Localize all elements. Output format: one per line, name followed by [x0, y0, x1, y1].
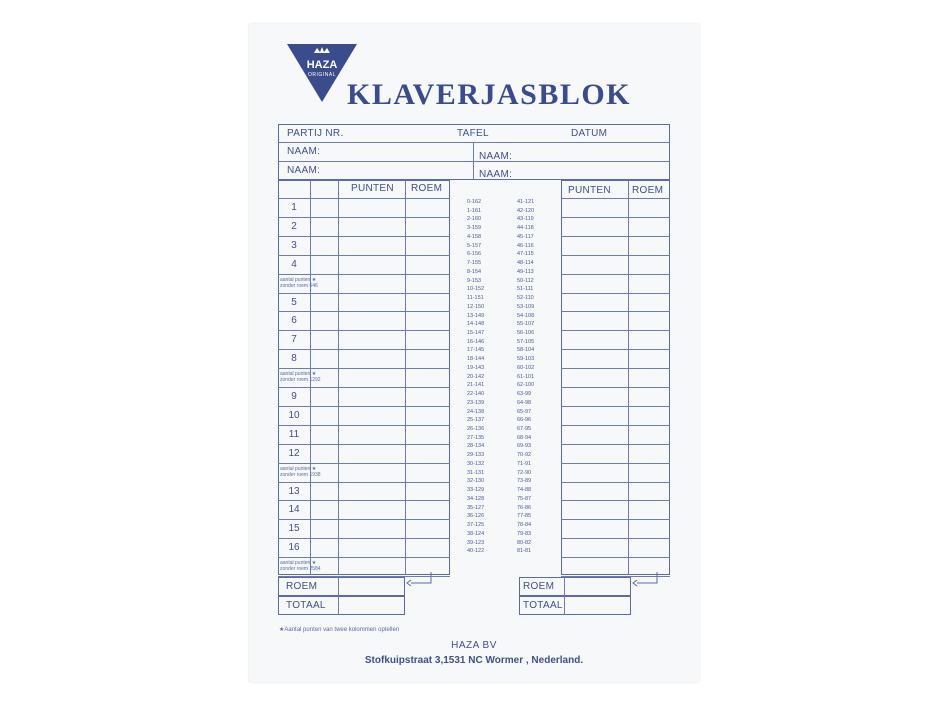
score-ref-left: 21-141 [467, 382, 485, 389]
score-ref-left: 35-127 [467, 504, 485, 511]
score-ref-left: 6-156 [467, 251, 482, 258]
round-number: 8 [291, 353, 297, 365]
round-number: 2 [291, 220, 297, 232]
score-ref-right: 52-110 [517, 295, 534, 302]
left-roem-total-label: ROEM [286, 581, 318, 592]
score-ref-left: 22-140 [467, 391, 485, 398]
score-ref-left: 24-138 [467, 408, 485, 415]
score-ref-left: 38-124 [467, 530, 485, 537]
score-ref-left: 4-158 [467, 233, 482, 240]
score-ref-left: 30-132 [467, 460, 485, 467]
score-ref-left: 39-123 [467, 539, 485, 546]
score-ref-left: 11-151 [467, 295, 484, 302]
score-ref-left: 12-150 [467, 303, 485, 310]
subtotal-note: zonder roem 1292 [280, 377, 321, 384]
right-carry-arrow-icon [631, 572, 661, 588]
round-number: 11 [288, 428, 300, 440]
score-ref-left: 2-160 [467, 216, 482, 223]
score-ref-right: 47-115 [517, 251, 534, 258]
logo-brand: HAZA [306, 59, 338, 71]
score-ref-left: 25-137 [467, 417, 485, 424]
score-ref-right: 61-101 [517, 373, 535, 380]
partij-label: PARTIJ NR. [287, 128, 344, 139]
naam-label-3: NAAM: [479, 151, 513, 162]
footer-address: Stofkuipstraat 3,1531 NC Wormer , Nederland. [364, 655, 584, 666]
datum-label: DATUM [571, 128, 608, 139]
score-ref-right: 51-111 [517, 286, 534, 293]
score-ref-left: 17-145 [467, 347, 485, 354]
score-ref-right: 65-97 [517, 408, 532, 415]
score-ref-right: 41-121 [517, 199, 535, 205]
score-ref-right: 50-112 [517, 277, 534, 284]
score-ref-left: 26-136 [467, 426, 485, 433]
score-ref-right: 42-120 [517, 207, 535, 214]
round-number: 5 [291, 296, 297, 308]
left-totaal-label: TOTAAL [286, 600, 326, 611]
logo-subtitle: ORIGINAL [308, 72, 336, 78]
score-ref-right: 72-90 [517, 469, 532, 476]
score-ref-right: 46-116 [517, 242, 534, 249]
round-number: 6 [291, 315, 297, 327]
score-ref-right: 43-119 [517, 216, 534, 223]
score-ref-left: 1-161 [467, 207, 482, 214]
round-number: 7 [291, 334, 297, 346]
score-ref-right: 70-92 [517, 452, 532, 459]
subtotal-note: aantal punten ★ [280, 371, 317, 378]
round-number: 15 [288, 523, 300, 535]
round-number: 16 [288, 542, 300, 554]
score-ref-left: 8-154 [467, 268, 482, 275]
score-ref-left: 40-122 [467, 548, 485, 555]
score-ref-left: 10-152 [467, 286, 485, 293]
score-ref-left: 5-157 [467, 242, 482, 249]
score-ref-right: 57-105 [517, 338, 535, 345]
score-ref-right: 75-87 [517, 495, 532, 502]
round-number: 14 [288, 504, 300, 516]
score-ref-right: 79-83 [517, 530, 532, 537]
score-ref-right: 44-118 [517, 225, 534, 232]
score-ref-left: 19-143 [467, 364, 485, 371]
score-ref-right: 68-94 [517, 434, 532, 441]
naam-label-2: NAAM: [287, 165, 321, 176]
score-ref-right: 78-84 [517, 522, 532, 529]
score-ref-right: 62-100 [517, 382, 535, 389]
round-number: 9 [291, 391, 297, 402]
right-roem-header: ROEM [632, 185, 664, 196]
score-ref-right: 60-102 [517, 364, 535, 371]
score-ref-right: 76-86 [517, 504, 532, 511]
round-number: 13 [288, 485, 300, 497]
score-ref-right: 74-88 [517, 487, 532, 494]
score-ref-right: 45-117 [517, 233, 534, 240]
score-ref-left: 3-159 [467, 225, 482, 232]
footer-company: HAZA BV [451, 640, 497, 651]
score-ref-right: 71-91 [517, 460, 532, 467]
score-ref-right: 49-113 [517, 268, 534, 275]
round-number: 4 [291, 258, 297, 270]
score-ref-right: 77-85 [517, 513, 532, 520]
right-punten-header: PUNTEN [568, 185, 611, 196]
score-ref-left: 15-147 [467, 329, 485, 336]
page-title: KLAVERJASBLOK [347, 78, 632, 111]
subtotal-note: aantal punten ★ [280, 276, 317, 283]
score-ref-left: 7-155 [467, 260, 482, 267]
score-ref-left: 13-149 [467, 312, 485, 319]
score-ref-right: 80-82 [517, 539, 532, 546]
score-ref-left: 31-131 [467, 469, 485, 476]
score-ref-left: 29-133 [467, 452, 485, 459]
round-number: 12 [288, 447, 300, 459]
subtotal-note: zonder roem 1938 [280, 471, 321, 478]
score-ref-left: 20-142 [467, 373, 485, 380]
score-ref-right: 58-104 [517, 347, 535, 354]
score-ref-left: 37-125 [467, 522, 485, 529]
subtotal-note: zonder roem 2584 [280, 566, 321, 573]
right-totaal-label: TOTAAL [523, 600, 563, 611]
score-ref-left: 18-144 [467, 356, 485, 363]
score-ref-right: 56-106 [517, 329, 535, 336]
score-ref-left: 9-153 [467, 277, 482, 284]
subtotal-note: aantal punten ★ [280, 465, 317, 472]
score-ref-right: 67-95 [517, 426, 532, 433]
footnote: ★Aantal punten van twee kolommen optellen [279, 627, 400, 633]
left-roem-header: ROEM [411, 183, 443, 194]
score-ref-left: 28-134 [467, 443, 485, 450]
score-ref-right: 69-93 [517, 443, 532, 450]
score-ref-right: 81-81 [517, 548, 532, 555]
score-ref-left: 0-162 [467, 199, 482, 205]
score-ref-left: 16-146 [467, 338, 485, 345]
tafel-label: TAFEL [457, 128, 489, 139]
score-ref-right: 63-99 [517, 391, 532, 398]
score-ref-left: 14-148 [467, 321, 485, 328]
left-punten-header: PUNTEN [351, 183, 394, 194]
round-number: 1 [291, 202, 297, 213]
score-ref-right: 55-107 [517, 321, 535, 328]
score-ref-left: 36-126 [467, 513, 485, 520]
subtotal-note: aantal punten ★ [280, 560, 317, 567]
score-ref-right: 53-109 [517, 303, 535, 310]
score-ref-right: 48-114 [517, 260, 534, 267]
left-carry-arrow-icon [405, 572, 435, 588]
score-ref-left: 27-135 [467, 434, 485, 441]
score-ref-left: 23-139 [467, 399, 485, 406]
right-score-grid [561, 180, 670, 575]
right-roem-total-label: ROEM [523, 581, 555, 592]
round-number: 10 [288, 409, 300, 421]
score-ref-right: 66-96 [517, 417, 532, 424]
score-ref-left: 34-128 [467, 495, 485, 502]
naam-label-4: NAAM: [479, 169, 513, 180]
score-ref-right: 64-98 [517, 399, 532, 406]
subtotal-note: zonder roem 646 [280, 282, 318, 289]
score-ref-right: 54-108 [517, 312, 535, 319]
score-ref-left: 33-129 [467, 487, 485, 494]
scoresheet-paper [249, 24, 699, 682]
score-ref-left: 32-130 [467, 478, 485, 485]
round-number: 3 [291, 239, 297, 251]
score-ref-right: 59-103 [517, 356, 535, 363]
naam-label-1: NAAM: [287, 146, 321, 157]
score-ref-right: 73-89 [517, 478, 532, 485]
